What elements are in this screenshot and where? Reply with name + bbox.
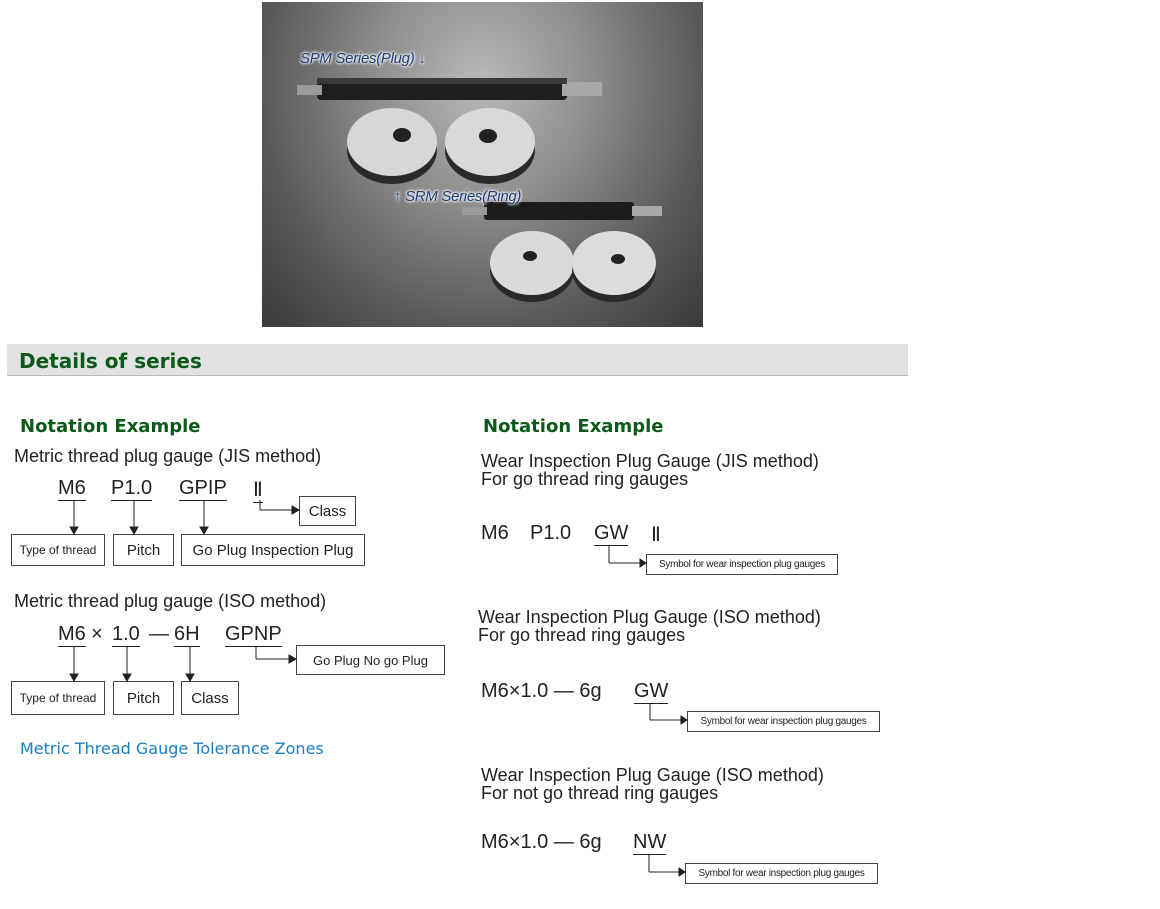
iso-token-type: GPNP — [225, 623, 282, 645]
tolerance-zones-link[interactable]: Metric Thread Gauge Tolerance Zones — [20, 739, 324, 758]
jis-token-class: Ⅱ — [253, 479, 263, 501]
iso-diagram-title: Metric thread plug gauge (ISO method) — [14, 591, 327, 611]
wear-iso-go-title-line1: Wear Inspection Plug Gauge (ISO method) — [478, 607, 821, 627]
iso-token-class: 6H — [174, 623, 200, 645]
wear-jis-token-class: Ⅱ — [651, 524, 661, 546]
section-title: Details of series — [19, 349, 202, 373]
wear-jis-token-thread: M6 — [481, 522, 509, 544]
jis-pitch-box: Pitch — [113, 534, 174, 566]
iso-token-times: × — [91, 623, 103, 645]
plug-series-label: SPM Series(Plug) ↓ — [300, 50, 426, 67]
wear-iso-go-title-line2: For go thread ring gauges — [478, 625, 686, 645]
wear-iso-notgo-title-line2: For not go thread ring gauges — [481, 783, 719, 803]
wear-iso-go-symbol-box: Symbol for wear inspection plug gauges — [687, 711, 880, 732]
iso-thread-box: Type of thread — [11, 681, 105, 715]
jis-diagram-title: Metric thread plug gauge (JIS method) — [14, 446, 322, 466]
wear-iso-notgo-symbol-box: Symbol for wear inspection plug gauges — [685, 863, 878, 884]
iso-token-pitch: 1.0 — [112, 623, 140, 645]
jis-token-pitch: P1.0 — [111, 477, 153, 499]
iso-pitch-box: Pitch — [113, 681, 174, 715]
wear-jis-token-pitch: P1.0 — [530, 522, 572, 544]
wear-jis-token-gw: GW — [594, 522, 629, 544]
wear-iso-go-token-gw: GW — [634, 680, 669, 702]
wear-iso-notgo-token-designation: M6×1.0 — 6g — [481, 831, 602, 853]
jis-thread-box: Type of thread — [11, 534, 105, 566]
wear-jis-symbol-box: Symbol for wear inspection plug gauges — [646, 554, 838, 575]
iso-token-dash: — — [149, 623, 169, 645]
iso-class-box: Class — [181, 681, 239, 715]
right-notation-heading: Notation Example — [483, 416, 664, 437]
jis-token-thread: M6 — [58, 477, 86, 499]
wear-jis-title-line1: Wear Inspection Plug Gauge (JIS method) — [481, 451, 819, 471]
wear-iso-notgo-token-nw: NW — [633, 831, 667, 853]
iso-token-thread: M6 — [58, 623, 86, 645]
jis-class-box: Class — [299, 496, 356, 526]
ring-series-label: ↑ SRM Series(Ring) — [394, 188, 522, 205]
wear-iso-go-token-designation: M6×1.0 — 6g — [481, 680, 602, 702]
iso-go-plug-box: Go Plug No go Plug — [296, 645, 445, 675]
jis-token-type: GPIP — [179, 477, 227, 499]
wear-jis-title-line2: For go thread ring gauges — [481, 469, 689, 489]
wear-iso-notgo-title-line1: Wear Inspection Plug Gauge (ISO method) — [481, 765, 824, 785]
jis-go-plug-box: Go Plug Inspection Plug — [181, 534, 365, 566]
left-notation-heading: Notation Example — [20, 416, 201, 437]
